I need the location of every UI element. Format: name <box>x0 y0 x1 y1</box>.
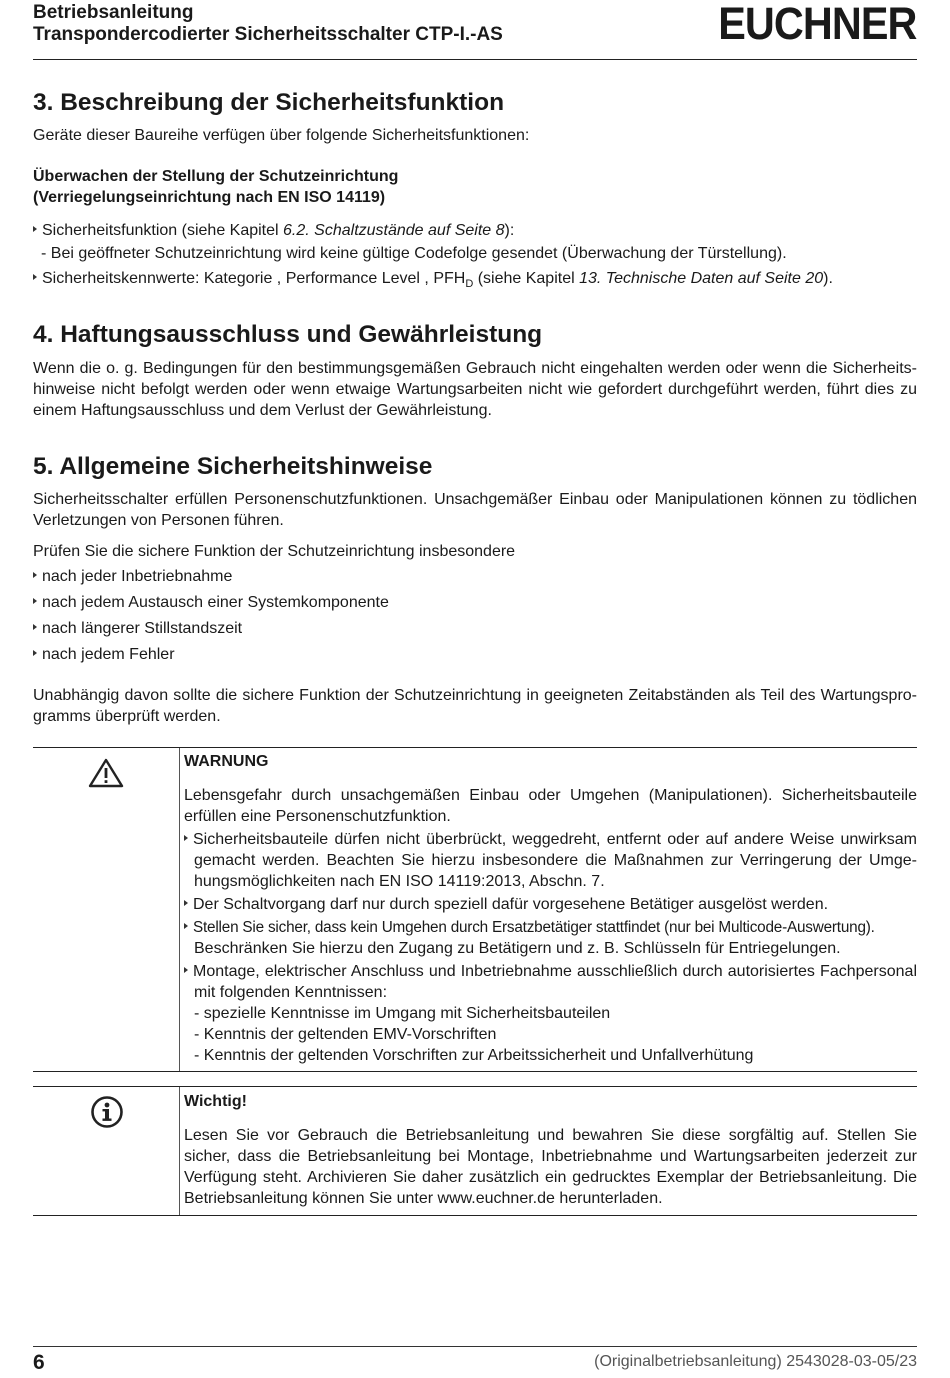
bullet-text-mid: (siehe Kapitel <box>473 270 580 287</box>
warning-bullet-3-line-2: Beschränken Sie hierzu den Zugang zu Betätigern und z. B. Schlüsseln für Entriegelungen. <box>194 940 841 957</box>
info-line-2: sicher, dass die Betriebsanleitung bei Montage, Inbetriebnahme und Wartungsarbeiten jederzeit zur <box>184 1148 917 1165</box>
warning-intro-line-1: Lebensgefahr durch unsachgemäßen Einbau oder Umgehen (Manipulationen). Sicherheitsbauteile <box>184 787 917 804</box>
bullet-triangle-icon <box>184 967 188 973</box>
warning-bullet-text: Der Schaltvorgang darf nur durch speziell dafür vorgesehene Betätiger ausgelöst werden. <box>193 896 829 913</box>
section-5-para-2: Prüfen Sie die sichere Funktion der Schutzeinrichtung insbesondere <box>33 543 516 560</box>
list-item <box>33 592 389 613</box>
warning-bullet-3-line-1 <box>184 917 917 938</box>
header-rule <box>33 59 917 60</box>
list-item-text: nach jedem Fehler <box>42 646 175 663</box>
bullet-text: Sicherheitsfunktion (siehe Kapitel <box>42 222 284 239</box>
info-icon <box>90 1095 124 1134</box>
bullet-triangle-icon <box>33 624 37 630</box>
warning-bullet-4-line-2: mit folgenden Kenntnissen: <box>194 984 388 1001</box>
box-divider <box>179 1087 180 1215</box>
page-number: 6 <box>33 1351 45 1374</box>
warning-sub-item-2: - Kenntnis der geltenden EMV-Vorschriften <box>194 1026 497 1043</box>
warning-sub-item-3: - Kenntnis der geltenden Vorschriften zur Arbeitssicherheit und Unfallverhütung <box>194 1047 754 1064</box>
pfh-subscript: D <box>465 278 474 291</box>
section-3-bullet-2 <box>33 268 833 295</box>
bullet-triangle-icon <box>33 598 37 604</box>
info-box <box>33 1086 917 1216</box>
bullet-triangle-icon <box>184 923 188 929</box>
bullet-triangle-icon <box>33 274 37 280</box>
bullet-triangle-icon <box>33 650 37 656</box>
chapter-link-13[interactable]: 13. Technische Daten auf Seite 20 <box>579 270 824 287</box>
section-4-line-3: einem Haftungsausschluss und dem Verlust der Gewährleistung. <box>33 402 492 419</box>
info-line-4: Betriebsanleitung können Sie unter www.euchner.de herunterladen. <box>184 1190 663 1207</box>
section-5-para-1-line-1: Sicherheitsschalter erfüllen Personenschutzfunktionen. Unsachgemäßer Einbau oder Manipulationen können zu tödlichen <box>33 491 917 508</box>
warning-icon <box>88 758 124 793</box>
section-3-intro: Geräte dieser Baureihe verfügen über folgende Sicherheitsfunktionen: <box>33 127 530 144</box>
section-5-para-3-line-1: Unabhängig davon sollte die sichere Funktion der Schutzeinrichtung in geeigneten Zeitabständen als Teil des Wartungspro- <box>33 687 917 704</box>
bullet-text: Sicherheitskennwerte: Kategorie , Performance Level , PFH <box>42 270 466 287</box>
bullet-text-end: ): <box>504 222 515 239</box>
section-4-line-1: Wenn die o. g. Bedingungen für den bestimmungsgemäßen Gebrauch nicht eingehalten werden oder wenn die Sicherheits- <box>33 360 917 377</box>
title-line-1: Betriebsanleitung <box>33 2 194 23</box>
warning-bullet-1-line-2: gemacht werden. Beachten Sie hierzu insbesondere die Maßnahmen zur Verringerung der Umge- <box>194 852 917 869</box>
info-title: Wichtig! <box>184 1093 247 1110</box>
list-item-text: nach jedem Austausch einer Systemkomponente <box>42 594 389 611</box>
warning-bullet-1-line-1 <box>184 829 917 850</box>
list-item <box>33 644 175 665</box>
warning-intro-line-2: erfüllen eine Personenschutzfunktion. <box>184 808 451 825</box>
footer-rule <box>33 1346 917 1347</box>
chapter-link-6-2[interactable]: 6.2. Schaltzustände auf Seite 8 <box>283 222 505 239</box>
warning-bullet-text: Stellen Sie sicher, dass kein Umgehen durch Ersatzbetätiger stattfindet (nur bei Multicode-Auswertung). <box>193 919 875 936</box>
footer-document-id: (Originalbetriebsanleitung) 2543028-03-05/23 <box>594 1353 917 1370</box>
euchner-logo: EUCHNER <box>718 0 917 49</box>
warning-bullet-text: Montage, elektrischer Anschluss und Inbetriebnahme ausschließlich durch autorisiertes Fachpersonal <box>193 963 917 980</box>
warning-bullet-4-line-1 <box>184 961 917 982</box>
title-line-2: Transpondercodierter Sicherheitsschalter CTP-I.-AS <box>33 24 503 45</box>
section-5-heading: 5. Allgemeine Sicherheitshinweise <box>33 453 433 480</box>
section-3-heading: 3. Beschreibung der Sicherheitsfunktion <box>33 89 505 116</box>
warning-sub-item-1: - spezielle Kenntnisse im Umgang mit Sicherheitsbauteilen <box>194 1005 611 1022</box>
section-4-heading: 4. Haftungsausschluss und Gewährleistung <box>33 321 543 348</box>
list-item-text: nach jeder Inbetriebnahme <box>42 568 233 585</box>
list-item <box>33 618 242 639</box>
bullet-triangle-icon <box>184 900 188 906</box>
document-title <box>33 2 503 46</box>
warning-box <box>33 747 917 1072</box>
info-line-1: Lesen Sie vor Gebrauch die Betriebsanleitung und bewahren Sie diese sorgfältig auf. Stellen Sie <box>184 1127 917 1144</box>
warning-bullet-text: Sicherheitsbauteile dürfen nicht überbrückt, weggedreht, entfernt oder auf andere Weise unwirksam <box>193 831 917 848</box>
bullet-text-end: ). <box>823 270 833 287</box>
info-line-3: Verfügung steht. Archivieren Sie daher zusätzlich ein gedrucktes Exemplar der Betriebsanleitung. Die <box>184 1169 917 1186</box>
bullet-triangle-icon <box>33 226 37 232</box>
bullet-triangle-icon <box>184 835 188 841</box>
warning-bullet-2 <box>184 894 917 915</box>
section-5-para-1-line-2: Verletzungen von Personen führen. <box>33 512 284 529</box>
section-5-para-3-line-2: gramms überprüft werden. <box>33 708 221 725</box>
box-divider <box>179 748 180 1071</box>
list-item <box>33 566 232 587</box>
warning-title: WARNUNG <box>184 753 269 770</box>
section-3-bullet-1 <box>33 220 514 241</box>
list-item-text: nach längerer Stillstandszeit <box>42 620 243 637</box>
section-3-subheading-1: Überwachen der Stellung der Schutzeinrichtung <box>33 168 399 185</box>
section-3-subheading-2: (Verriegelungseinrichtung nach EN ISO 14119) <box>33 189 386 206</box>
section-3-bullet-1-sub: - Bei geöffneter Schutzeinrichtung wird keine gültige Codefolge gesendet (Überwachung der Türstellung). <box>41 245 787 262</box>
warning-bullet-1-line-3: hungsmöglichkeiten nach EN ISO 14119:2013, Abschn. 7. <box>194 873 605 890</box>
section-4-line-2: hinweise nicht befolgt werden oder wenn etwaige Wartungsarbeiten nicht wie gefordert durchgeführt werden, führt dies zu <box>33 381 917 398</box>
bullet-triangle-icon <box>33 572 37 578</box>
